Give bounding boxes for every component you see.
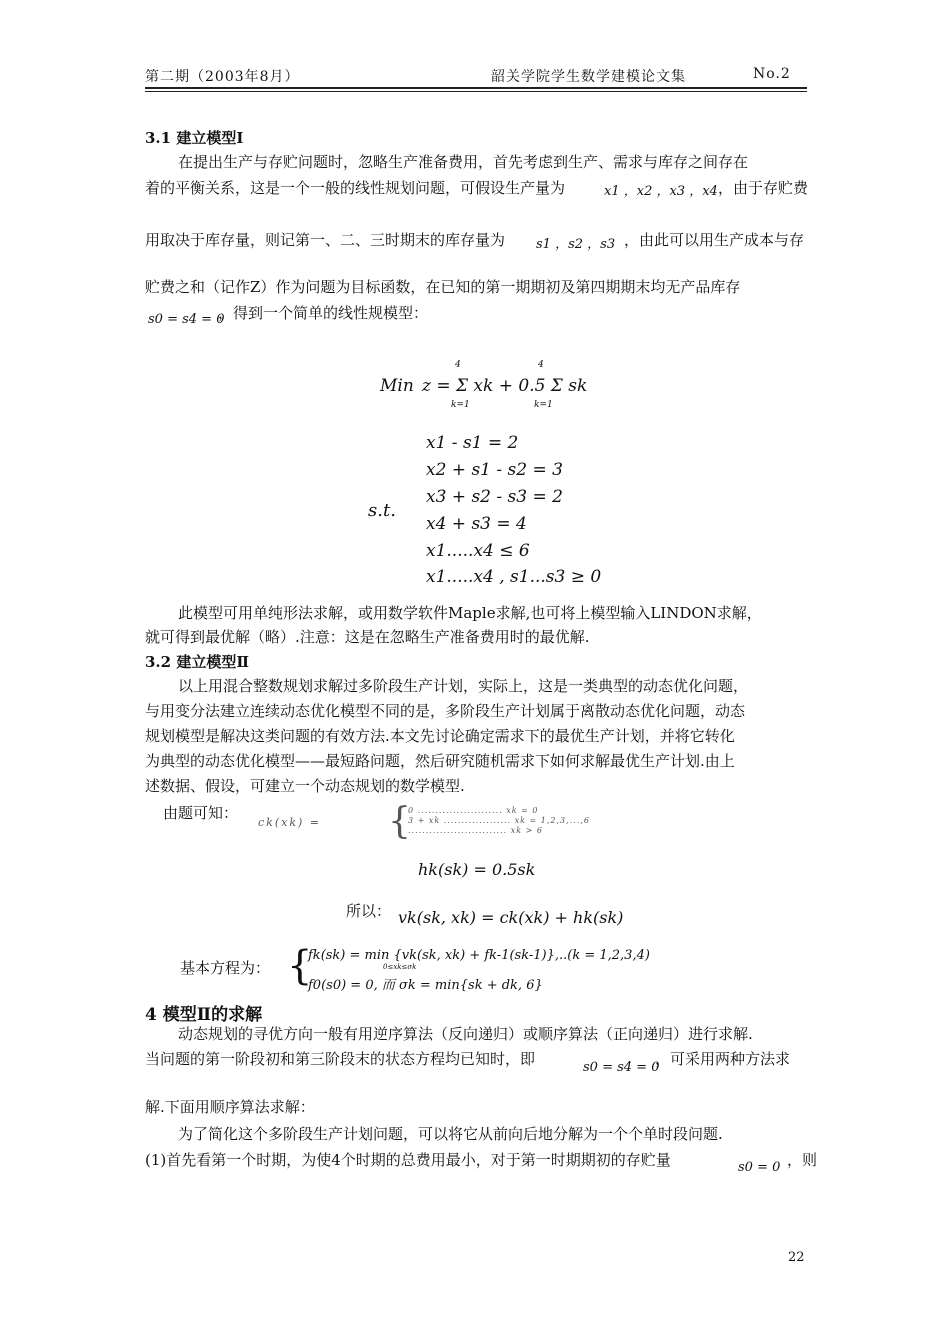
- header-issue: 第二期（2003年8月）: [145, 69, 300, 85]
- para-line: 当问题的第一阶段初和第三阶段末的状态方程均已知时，即: [145, 1050, 536, 1068]
- para-line: 此模型可用单纯形法求解，或用数学软件Maple求解,也可将上模型输入LINDON求解，: [178, 604, 762, 622]
- math-init-s: s0 = s4 = 0: [583, 1060, 660, 1075]
- eq-objective: z = Σ xk + 0.5 Σ sk: [422, 376, 588, 396]
- para-line: 在提出生产与存贮问题时，忽略生产准备费用，首先考虑到生产、需求与库存之间存在: [178, 153, 749, 171]
- constraint-4: x4 + s3 = 4: [426, 514, 527, 534]
- para-line: 用取决于库存量，则记第一、二、三时期末的库存量为: [145, 231, 506, 249]
- constraint-1: x1 - s1 = 2: [426, 433, 519, 453]
- eq-min-label: Min: [380, 376, 414, 396]
- para-line-end: ，则: [787, 1151, 818, 1169]
- basic-eq-label: 基本方程为：: [180, 959, 271, 977]
- sum-upper: 4: [455, 360, 461, 370]
- para-line-end: ，可采用两种方法求: [655, 1050, 791, 1068]
- para-line-end: ，得到一个简单的线性规模型：: [218, 304, 429, 322]
- para-line: (1)首先看第一个时期，为使4个时期的总费用最小，对于第一时期期初的存贮量: [145, 1151, 671, 1169]
- para-line: 动态规划的寻优方向一般有用逆序算法（反向递归）或顺序算法（正向递归）进行求解.: [178, 1025, 753, 1043]
- given-label: 由题可知：: [163, 804, 239, 822]
- para-line: 贮费之和（记作Z）作为问题为目标函数，在已知的第一期期初及第四期期末均无产品库存: [145, 278, 741, 296]
- section-heading-3-1: 3.1 建立模型Ⅰ: [145, 129, 244, 147]
- running-header: [145, 66, 807, 86]
- para-line: 着的平衡关系，这是一个一般的线性规划问题，可假设生产量为: [145, 179, 566, 197]
- header-number: No.2: [753, 66, 791, 82]
- eq-hk: hk(sk) = 0.5sk: [418, 860, 536, 879]
- constraint-3: x3 + s2 - s3 = 2: [426, 487, 563, 507]
- sum-upper: 4: [538, 360, 544, 370]
- section-heading-3-2: 3.2 建立模型Ⅱ: [145, 653, 249, 671]
- eq-ck-case3: ............................ xk > 6: [408, 826, 543, 835]
- para-line-end: ，由此可以用生产成本与存: [624, 231, 805, 249]
- header-rule: [145, 87, 807, 89]
- math-vars-s: [536, 233, 615, 252]
- para-line: 就可得到最优解（略）.注意：这是在忽略生产准备费用时的最优解.: [145, 628, 590, 646]
- eq-ck-case2: 3 + xk ................... xk = 1,2,3,...,6: [408, 816, 590, 825]
- brace-icon: {: [287, 943, 313, 989]
- para-line: 以上用混合整数规划求解过多阶段生产计划，实际上，这是一类典型的动态优化问题，: [178, 677, 749, 695]
- math-init-s: s0 = s4 = 0: [148, 312, 225, 327]
- constraint-5: x1.....x4 ≤ 6: [426, 541, 530, 561]
- sum-lower: k=1: [451, 400, 470, 410]
- sum-lower: k=1: [534, 400, 553, 410]
- math-s0: s0 = 0: [738, 1160, 781, 1175]
- eq-fk-under: 0≤xk≤σk: [383, 963, 417, 971]
- page-number: 22: [788, 1250, 805, 1265]
- vars-x-text: x1 ，x2 ，x3 ，x4: [604, 184, 718, 199]
- para-line-end: ，由于存贮费: [718, 179, 809, 197]
- section-heading-4: 4 模型Ⅱ的求解: [145, 1005, 263, 1025]
- eq-ck-lhs: ck(xk) =: [258, 816, 321, 829]
- para-line: 为典型的动态优化模型——最短路问题，然后研究随机需求下如何求解最优生产计划.由上: [145, 752, 735, 770]
- eq-ck-case1: 0 ........................ xk = 0: [408, 806, 539, 815]
- eq-f0: f0(s0) = 0, 而 σk = min{sk + dk, 6}: [308, 978, 543, 993]
- eq-vk: vk(sk, xk) = ck(xk) + hk(sk): [398, 908, 624, 927]
- brace-icon: {: [388, 801, 411, 842]
- math-vars-x: [604, 180, 718, 199]
- para-line: 解.下面用顺序算法求解：: [145, 1098, 315, 1116]
- eq-fk: fk(sk) = min {vk(sk, xk) + fk-1(sk-1)},..(k = 1,2,3,4): [308, 948, 650, 963]
- para-line: 为了简化这个多阶段生产计划问题，可以将它从前向后地分解为一个个单时段问题.: [178, 1125, 723, 1143]
- para-line: 述数据、假设，可建立一个动态规划的数学模型.: [145, 777, 465, 795]
- header-rule-thin: [145, 91, 807, 92]
- vars-s-text: s1 ，s2 ，s3: [536, 237, 616, 252]
- para-line: 与用变分法建立连续动态优化模型不同的是，多阶段生产计划属于离散动态优化问题，动态: [145, 702, 746, 720]
- so-label: 所以：: [346, 902, 392, 920]
- header-journal: 韶关学院学生数学建模论文集: [491, 69, 686, 85]
- constraint-2: x2 + s1 - s2 = 3: [426, 460, 563, 480]
- eq-st-label: s.t.: [368, 500, 396, 521]
- para-line: 规划模型是解决这类问题的有效方法.本文先讨论确定需求下的最优生产计划，并将它转化: [145, 727, 735, 745]
- constraint-6: x1.....x4 , s1...s3 ≥ 0: [426, 567, 602, 587]
